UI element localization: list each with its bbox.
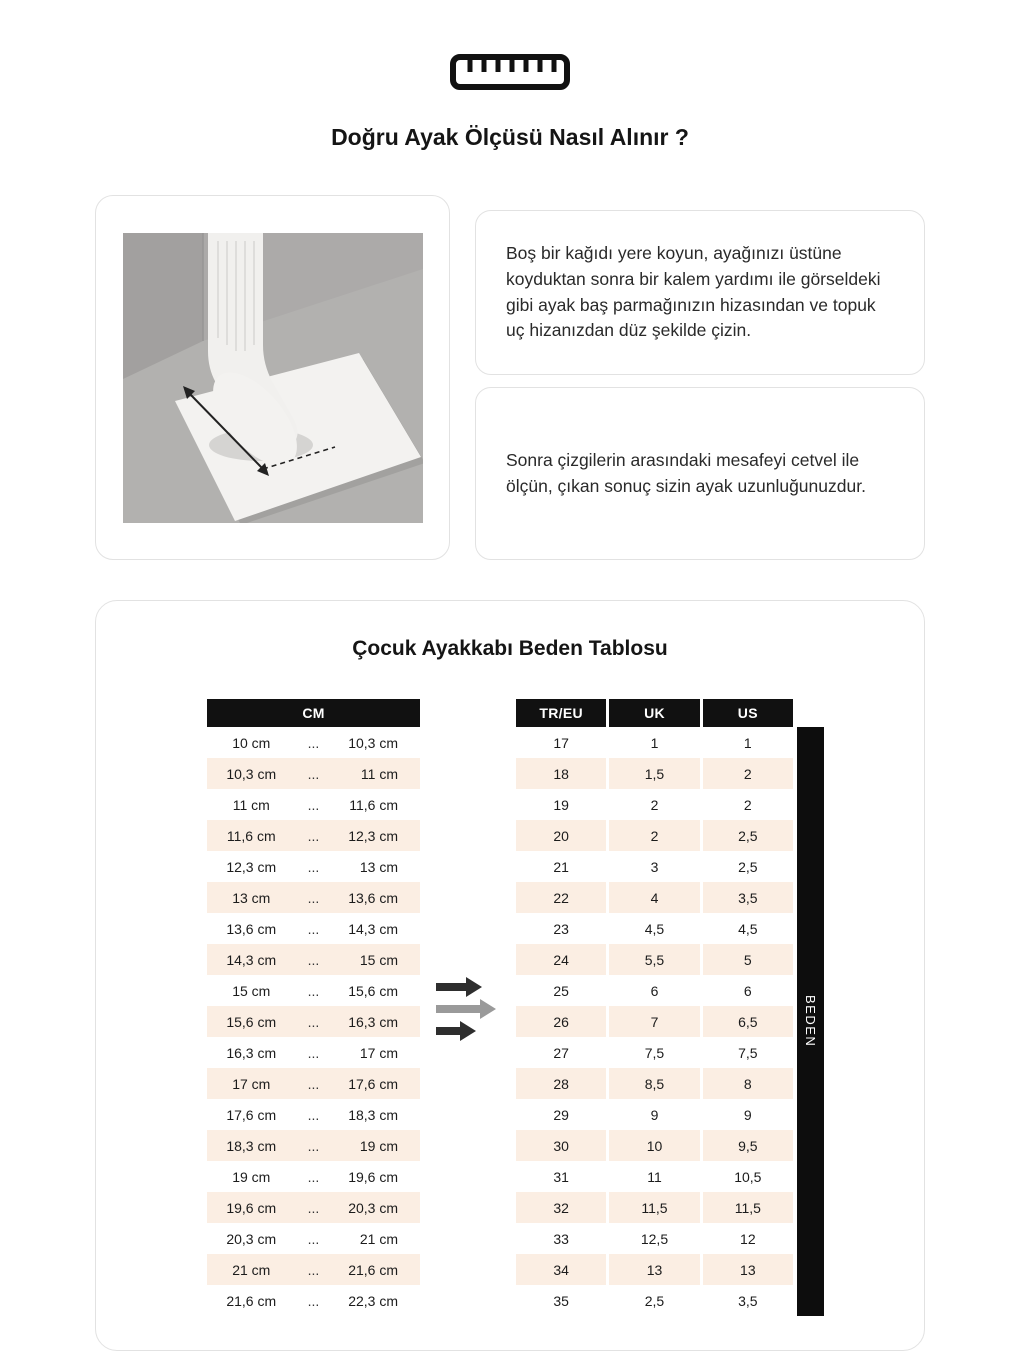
size-table-row [516,1037,793,1068]
cm-cell-min: 18,3 cm [226,1137,277,1154]
cm-cell-max: 15,6 cm [348,982,398,999]
size-cell-us: 2,5 [703,851,793,882]
cm-cell-dots: ... [307,1075,320,1092]
cm-cell-min: 15 cm [232,982,271,999]
size-table-row [516,1223,793,1254]
cm-table-row [207,1037,420,1068]
cm-cell-dots: ... [307,858,320,875]
cm-cell-dots: ... [307,982,320,999]
size-table-row [516,1130,793,1161]
size-cell-uk: 2 [609,820,699,851]
cm-table-row [207,1006,420,1037]
beden-side-bar [797,727,824,1316]
size-cell-uk: 12,5 [609,1223,699,1254]
cm-cell-dots: ... [307,1230,320,1247]
cm-cell-min: 16,3 cm [226,1044,277,1061]
cm-cell-dots: ... [307,1044,320,1061]
cm-cell-max: 11,6 cm [349,796,398,813]
cm-table-row [207,1223,420,1254]
size-cell-uk: 1,5 [609,758,699,789]
size-cell-us: 4,5 [703,913,793,944]
cm-cell-dots: ... [307,920,320,937]
cm-cell-min: 13 cm [232,889,271,906]
size-cell-us: 3,5 [703,882,793,913]
size-cell-us: 2,5 [703,820,793,851]
cm-cell-dots: ... [307,1106,320,1123]
size-cell-us: 1 [703,727,793,758]
cm-cell-max: 13 cm [359,858,398,875]
cm-cell-dots: ... [307,1199,320,1216]
size-table-row [516,975,793,1006]
cm-cell-min: 13,6 cm [226,920,277,937]
cm-table-row [207,1130,420,1161]
cm-cell-min: 11 cm [232,796,270,813]
cm-table-header: CM [207,699,420,727]
size-cell-treu: 18 [516,758,606,789]
cm-cell-dots: ... [307,765,320,782]
cm-table-row [207,1161,420,1192]
size-cell-us: 6,5 [703,1006,793,1037]
cm-cell-dots: ... [307,1261,320,1278]
cm-cell-max: 12,3 cm [348,827,398,844]
cm-cell-dots: ... [307,1137,320,1154]
cm-table-row [207,1192,420,1223]
size-cell-uk: 13 [609,1254,699,1285]
size-cell-uk: 8,5 [609,1068,699,1099]
size-cell-us: 8 [703,1068,793,1099]
cm-table-row [207,944,420,975]
cm-cell-max: 21 cm [359,1230,398,1247]
cm-cell-max: 18,3 cm [348,1106,398,1123]
cm-table-row [207,975,420,1006]
size-cell-treu: 17 [516,727,606,758]
size-cell-treu: 22 [516,882,606,913]
size-table-row [516,944,793,975]
size-cell-uk: 10 [609,1130,699,1161]
size-chart-tables [96,699,924,1316]
size-cell-uk: 9 [609,1099,699,1130]
size-cell-treu: 30 [516,1130,606,1161]
size-cell-treu: 20 [516,820,606,851]
cm-cell-min: 19,6 cm [226,1199,277,1216]
size-cell-us: 13 [703,1254,793,1285]
size-cell-uk: 5,5 [609,944,699,975]
cm-cell-dots: ... [307,1168,320,1185]
size-cell-us: 9,5 [703,1130,793,1161]
beden-side-label: BEDEN [803,995,818,1048]
size-cell-us: 3,5 [703,1285,793,1316]
size-cell-us: 11,5 [703,1192,793,1223]
cm-cell-max: 14,3 cm [348,920,398,937]
cm-table-row [207,851,420,882]
cm-table-row [207,789,420,820]
cm-cell-max: 17,6 cm [348,1075,398,1092]
cm-cell-max: 22,3 cm [348,1292,398,1309]
size-cell-uk: 4 [609,882,699,913]
cm-cell-min: 10 cm [232,734,271,751]
cm-cell-max: 15 cm [359,951,398,968]
size-cell-uk: 7 [609,1006,699,1037]
cm-table-row [207,1099,420,1130]
cm-table-body [207,727,420,1316]
size-table-row [516,1068,793,1099]
cm-cell-dots: ... [307,889,320,906]
ruler-icon [0,0,1020,92]
size-table-row [516,1099,793,1130]
size-cell-uk: 2 [609,789,699,820]
size-table [516,699,793,1316]
cm-table-row [207,1254,420,1285]
size-table-body [516,727,793,1316]
size-cell-uk: 1 [609,727,699,758]
ruler-icon-svg [449,52,571,92]
size-table-row [516,882,793,913]
size-header-uk: UK [609,699,699,727]
size-header-treu: TR/EU [516,699,606,727]
size-cell-us: 2 [703,758,793,789]
cm-cell-max: 20,3 cm [348,1199,398,1216]
size-cell-treu: 29 [516,1099,606,1130]
size-cell-us: 2 [703,789,793,820]
size-table-row [516,851,793,882]
instruction-step2-text: Sonra çizgilerin arasındaki mesafeyi cetvel ile ölçün, çıkan sonuç sizin ayak uzunluğunuzdur. [506,449,866,496]
cm-table-row [207,758,420,789]
size-cell-us: 5 [703,944,793,975]
instruction-cards [475,210,925,560]
cm-cell-min: 20,3 cm [226,1230,277,1247]
size-cell-treu: 19 [516,789,606,820]
size-cell-treu: 21 [516,851,606,882]
cm-cell-min: 21 cm [232,1261,271,1278]
cm-table-row [207,727,420,758]
cm-cell-dots: ... [307,827,320,844]
size-table-row [516,1285,793,1316]
size-cell-treu: 27 [516,1037,606,1068]
cm-table-row [207,1285,420,1316]
cm-cell-dots: ... [307,796,320,813]
size-cell-uk: 3 [609,851,699,882]
cm-cell-min: 21,6 cm [226,1292,277,1309]
foot-photo-illustration [123,233,423,523]
size-cell-uk: 4,5 [609,913,699,944]
conversion-arrows-icon [420,699,516,1316]
size-cell-treu: 34 [516,1254,606,1285]
cm-table-row [207,882,420,913]
page-title: Doğru Ayak Ölçüsü Nasıl Alınır ? [331,124,689,150]
size-cell-treu: 33 [516,1223,606,1254]
cm-cell-max: 11 cm [360,765,398,782]
arrows-svg [434,972,502,1044]
cm-cell-min: 12,3 cm [226,858,277,875]
cm-table-row [207,913,420,944]
cm-cell-dots: ... [307,951,320,968]
size-cell-treu: 31 [516,1161,606,1192]
cm-cell-min: 17,6 cm [226,1106,277,1123]
size-chart-title: Çocuk Ayakkabı Beden Tablosu [352,637,668,660]
cm-cell-min: 15,6 cm [226,1013,277,1030]
size-table-row [516,1254,793,1285]
size-cell-uk: 11,5 [609,1192,699,1223]
size-chart-box [95,600,925,1351]
cm-cell-dots: ... [307,1292,320,1309]
cm-cell-max: 19,6 cm [348,1168,398,1185]
size-table-row [516,913,793,944]
size-cell-treu: 26 [516,1006,606,1037]
size-cell-uk: 2,5 [609,1285,699,1316]
size-cell-us: 9 [703,1099,793,1130]
size-cell-treu: 24 [516,944,606,975]
size-cell-treu: 32 [516,1192,606,1223]
cm-table-row [207,820,420,851]
instruction-step1-text: Boş bir kağıdı yere koyun, ayağınızı üstüne koyduktan sonra bir kalem yardımı ile görseldeki gibi ayak baş parmağınızın hizasından ve topuk uç hizanızdan düz şekilde çizin. [506,243,881,341]
size-table-row [516,727,793,758]
cm-cell-min: 10,3 cm [226,765,277,782]
size-table-row [516,789,793,820]
size-cell-treu: 28 [516,1068,606,1099]
size-cell-us: 12 [703,1223,793,1254]
cm-cell-min: 14,3 cm [226,951,277,968]
size-table-row [516,1192,793,1223]
instructions-section [95,195,925,560]
cm-cell-max: 16,3 cm [348,1013,398,1030]
size-cell-us: 6 [703,975,793,1006]
size-table-header-row [516,699,793,727]
size-cell-uk: 6 [609,975,699,1006]
size-cell-treu: 25 [516,975,606,1006]
size-cell-treu: 35 [516,1285,606,1316]
size-table-row [516,1161,793,1192]
size-table-row [516,758,793,789]
instruction-card-2 [475,387,925,560]
cm-cell-min: 19 cm [232,1168,271,1185]
size-table-row [516,1006,793,1037]
cm-cell-dots: ... [307,734,320,751]
cm-table-row [207,1068,420,1099]
size-cell-us: 7,5 [703,1037,793,1068]
cm-cell-min: 11,6 cm [226,827,276,844]
size-cell-uk: 11 [609,1161,699,1192]
cm-cell-max: 13,6 cm [348,889,398,906]
size-table-row [516,820,793,851]
cm-cell-min: 17 cm [232,1075,271,1092]
size-cell-treu: 23 [516,913,606,944]
cm-cell-max: 19 cm [359,1137,398,1154]
cm-cell-max: 10,3 cm [348,734,398,751]
cm-cell-max: 21,6 cm [348,1261,398,1278]
size-cell-us: 10,5 [703,1161,793,1192]
size-header-us: US [703,699,793,727]
cm-cell-max: 17 cm [359,1044,398,1061]
instruction-card-1 [475,210,925,375]
cm-cell-dots: ... [307,1013,320,1030]
foot-measure-photo [95,195,450,560]
cm-table [207,699,420,1316]
size-cell-uk: 7,5 [609,1037,699,1068]
